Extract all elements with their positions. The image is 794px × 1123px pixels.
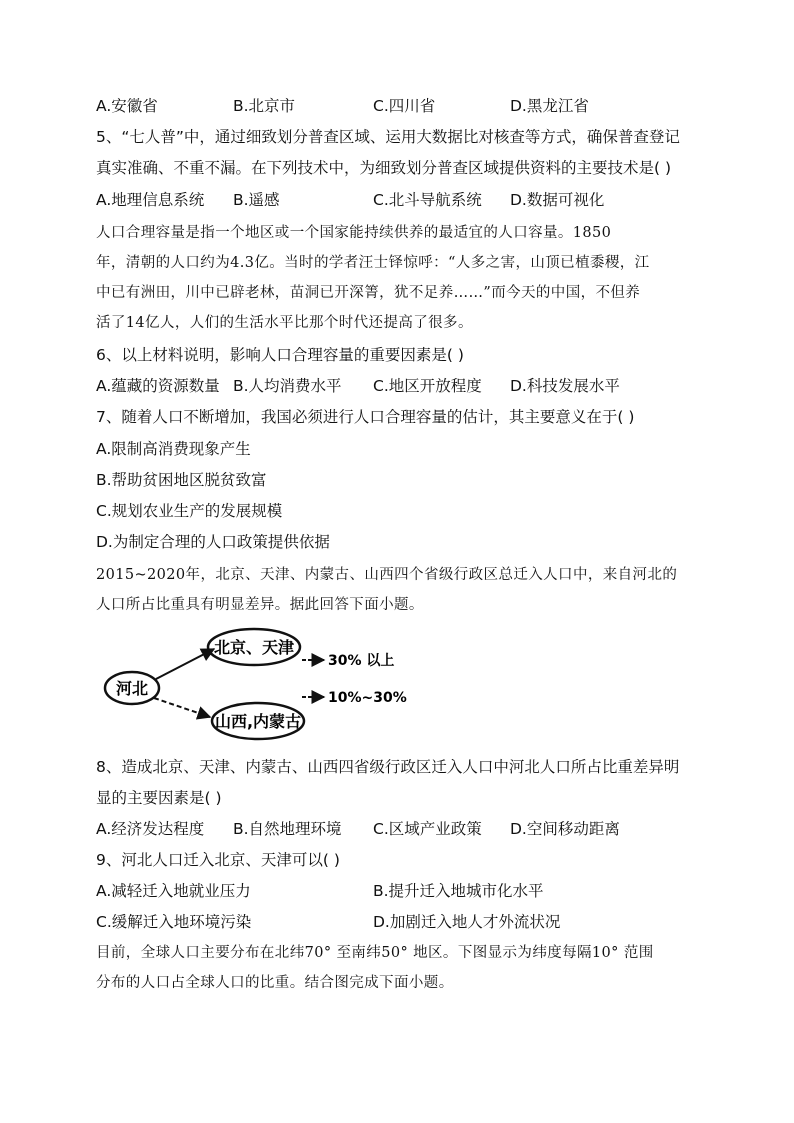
q9-option-c: C.缓解迁入地环境污染 — [96, 913, 252, 931]
q7-option-d: D.为制定合理的人口政策提供依据 — [96, 533, 330, 551]
q9-stem: 9、河北人口迁入北京、天津可以( ) — [96, 851, 340, 869]
material1-line1: 人口合理容量是指一个地区或一个国家能持续供养的最适宜的人口容量。1850 — [96, 225, 612, 241]
q6-option-c: C.地区开放程度 — [373, 377, 482, 395]
material2-line2: 人口所占比重具有明显差异。据此回答下面小题。 — [96, 597, 424, 613]
migration-diagram — [96, 625, 416, 745]
q8-option-d: D.空间移动距离 — [510, 820, 620, 838]
q8-option-b: B.自然地理环境 — [233, 820, 342, 838]
q6-option-b: B.人均消费水平 — [233, 377, 342, 395]
q6-option-a: A.蕴藏的资源数量 — [96, 377, 220, 395]
q4-option-d: D.黑龙江省 — [510, 97, 589, 115]
q4-option-a: A.安徽省 — [96, 97, 158, 115]
q7-stem: 7、随着人口不断增加，我国必须进行人口合理容量的估计，其主要意义在于( ) — [96, 408, 635, 426]
pct-top-label: 30% 以上 — [328, 653, 395, 669]
material2-line1: 2015~2020年，北京、天津、内蒙古、山西四个省级行政区总迁入人口中，来自河北的 — [96, 567, 678, 583]
q9-option-b: B.提升迁入地城市化水平 — [373, 882, 544, 900]
q5-option-b: B.遥感 — [233, 191, 280, 209]
arrow-dashed — [154, 698, 210, 717]
q4-option-b: B.北京市 — [233, 97, 296, 115]
q5-option-d: D.数据可视化 — [510, 191, 605, 209]
q9-option-a: A.减轻迁入地就业压力 — [96, 882, 251, 900]
q9-option-d: D.加剧迁入地人才外流状况 — [373, 913, 561, 931]
q8-option-c: C.区域产业政策 — [373, 820, 482, 838]
material1-line3: 中已有洲田，川中已辟老林，苗洞已开深箐，犹不足养……”而今天的中国，不但养 — [96, 285, 641, 301]
q7-option-c: C.规划农业生产的发展规模 — [96, 502, 283, 520]
q6-stem: 6、以上材料说明，影响人口合理容量的重要因素是( ) — [96, 346, 464, 364]
q5-option-a: A.地理信息系统 — [96, 191, 205, 209]
material3-line1: 目前，全球人口主要分布在北纬70° 至南纬50° 地区。下图显示为纬度每隔10° 范围 — [96, 945, 654, 961]
q5-stem-line1: 5、“七人普”中，通过细致划分普查区域、运用大数据比对核查等方式，确保普查登记 — [96, 128, 680, 146]
source-label: 河北 — [115, 679, 149, 698]
q8-stem-line1: 8、造成北京、天津、内蒙古、山西四省级行政区迁入人口中河北人口所占比重差异明 — [96, 758, 680, 776]
pct-bottom-label: 10%~30% — [328, 690, 407, 706]
q7-option-a: A.限制高消费现象产生 — [96, 440, 251, 458]
q5-stem-line2: 真实准确、不重不漏。在下列技术中，为细致划分普查区域提供资料的主要技术是( ) — [96, 159, 672, 177]
material1-line4: 活了14亿人，人们的生活水平比那个时代还提高了很多。 — [96, 315, 473, 331]
q4-option-c: C.四川省 — [373, 97, 436, 115]
arrow-solid — [156, 649, 214, 679]
q8-option-a: A.经济发达程度 — [96, 820, 205, 838]
q6-option-d: D.科技发展水平 — [510, 377, 620, 395]
dest-bottom-label: 山西,内蒙古 — [214, 712, 302, 731]
material1-line2: 年，清朝的人口约为4.3亿。当时的学者汪士铎惊呼：“人多之害，山顶已植黍稷，江 — [96, 255, 650, 271]
material3-line2: 分布的人口占全球人口的比重。结合图完成下面小题。 — [96, 975, 454, 991]
dest-top-label: 北京、天津 — [213, 638, 295, 657]
q5-option-c: C.北斗导航系统 — [373, 191, 482, 209]
q8-stem-line2: 显的主要因素是( ) — [96, 789, 222, 807]
q7-option-b: B.帮助贫困地区脱贫致富 — [96, 471, 267, 489]
